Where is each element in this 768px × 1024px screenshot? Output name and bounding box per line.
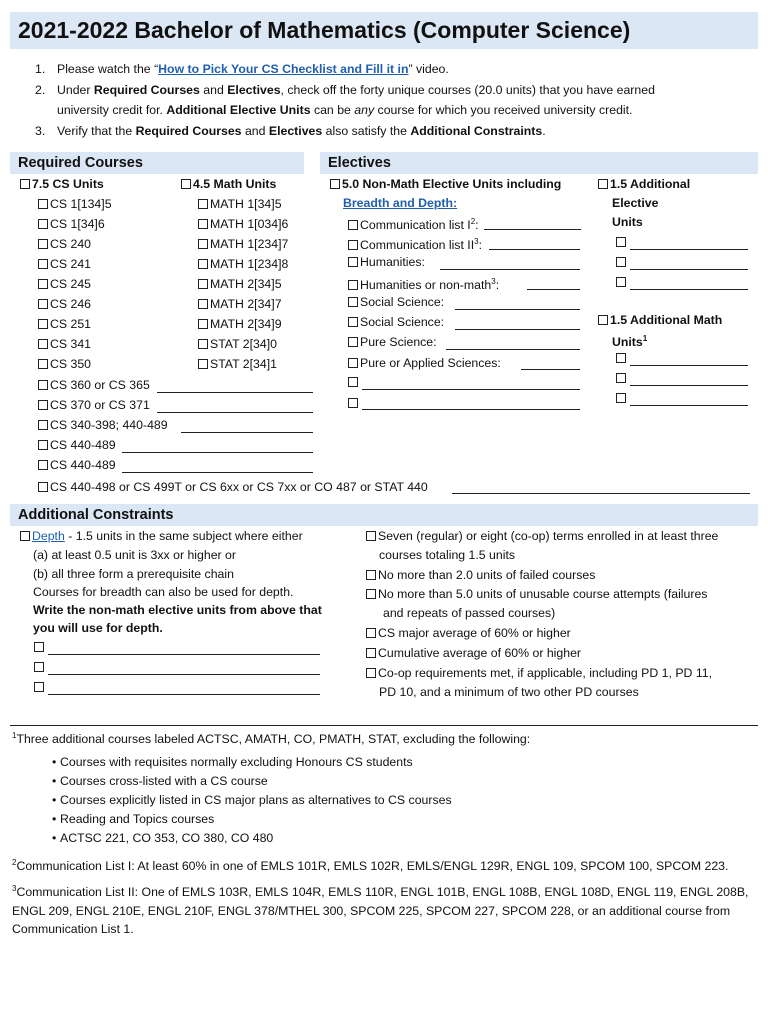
cs-choice-item[interactable] [38, 397, 150, 414]
instruction-text: Verify that the [57, 123, 136, 138]
footnote-text: Communication List II: One of EMLS 103R, EMLS 104R, EMLS 110R, ENGL 101B, ENGL 108B, ENGL 108D, ENGL 119, ENGL 208B, ENGL 209, ENGL 210E, ENGL 210F, ENGL 378/MTHEL 300, SPCOM 225, SPCOM 227, SPCOM 228, or an additional course from Communication List 1. [12, 885, 749, 936]
checkbox[interactable] [198, 299, 208, 309]
fill-in-line[interactable] [181, 432, 313, 433]
additional-constraints-heading [10, 504, 758, 526]
nonmath-units-checkbox-row[interactable] [330, 176, 561, 193]
depth-course-item[interactable] [34, 679, 46, 696]
course-label: CS 246 [50, 297, 92, 311]
elective-item[interactable] [348, 214, 479, 231]
checkbox[interactable] [34, 682, 44, 692]
constraint-text: and repeats of passed courses) [383, 606, 556, 620]
footnote-marker: 2 [470, 217, 476, 226]
checkbox[interactable] [38, 259, 48, 269]
elective-colon: : [478, 238, 482, 252]
instruction-text: Please watch the “ [57, 62, 159, 76]
math-course-item[interactable] [198, 216, 288, 233]
cs-choice-item[interactable] [38, 479, 428, 496]
fill-in-line[interactable] [630, 365, 748, 366]
course-label: MATH 1[34]5 [210, 197, 282, 211]
additional-elective-item[interactable] [616, 234, 628, 251]
constraint-item[interactable] [366, 625, 571, 642]
course-label: CS 245 [50, 277, 92, 291]
course-label: CS 240 [50, 237, 92, 251]
cs-course-item[interactable] [38, 336, 91, 353]
checkbox[interactable] [181, 179, 191, 189]
checkbox[interactable] [348, 257, 358, 267]
required-courses-heading [10, 152, 304, 174]
instruction-text: can be [310, 103, 355, 117]
course-label: CS 440-489 [50, 458, 116, 472]
additional-math-checkbox-row[interactable] [598, 312, 722, 329]
fill-in-line[interactable] [157, 392, 313, 393]
checkbox[interactable] [198, 279, 208, 289]
instruction-bold: Required Courses [93, 82, 200, 97]
footnote-marker: 3 [12, 884, 17, 893]
depth-checkbox-row[interactable] [20, 528, 303, 545]
cs-choice-item[interactable] [38, 437, 116, 454]
instruction-text: university credit for. [57, 103, 167, 117]
additional-math-title-line2 [612, 331, 647, 348]
math-course-item[interactable] [198, 256, 288, 273]
checkbox[interactable] [348, 220, 358, 230]
elective-item[interactable] [348, 254, 425, 271]
course-label: CS 241 [50, 257, 92, 271]
math-course-item[interactable] [198, 276, 282, 293]
math-course-item[interactable] [198, 356, 277, 373]
constraint-text: courses totaling 1.5 units [379, 548, 516, 562]
constraint-item[interactable] [366, 586, 707, 603]
fill-in-line[interactable] [630, 269, 748, 270]
course-label: CS 251 [50, 317, 92, 331]
cs-units-checkbox-row[interactable] [20, 176, 104, 193]
elective-label: Humanities or non-math [360, 278, 492, 292]
fill-in-line[interactable] [489, 249, 580, 250]
footnote-marker: 1 [642, 334, 648, 343]
elective-label: Pure or Applied Sciences: [360, 356, 501, 370]
additional-math-title: 1.5 Additional Math [610, 313, 723, 327]
instruction-bold: Electives [268, 123, 323, 138]
instruction-text: and [199, 82, 228, 97]
checkbox[interactable] [38, 279, 48, 289]
checkbox[interactable] [198, 319, 208, 329]
constraint-text: (b) all three form a prerequisite chain [33, 567, 234, 581]
instruction-text: ” video. [408, 62, 449, 76]
course-label: CS 350 [50, 357, 92, 371]
cs-choice-item[interactable] [38, 377, 150, 394]
constraint-text: Courses for breadth can also be used for depth. [33, 585, 294, 599]
footnote-marker: 2 [12, 858, 17, 867]
electives-heading [320, 152, 758, 174]
section-heading-text: Electives [328, 155, 391, 171]
checkbox[interactable] [366, 668, 376, 678]
checkbox[interactable] [348, 240, 358, 250]
fill-in-line[interactable] [521, 369, 580, 370]
cs-course-item[interactable] [38, 236, 91, 253]
fill-in-line[interactable] [630, 249, 748, 250]
math-course-item[interactable] [198, 296, 282, 313]
checkbox[interactable] [198, 339, 208, 349]
cs-course-item[interactable] [38, 256, 91, 273]
checkbox[interactable] [616, 353, 626, 363]
course-label: CS 341 [50, 337, 92, 351]
fill-in-line[interactable] [630, 385, 748, 386]
elective-label: Social Science: [360, 295, 445, 309]
fill-in-line[interactable] [48, 654, 320, 655]
checkbox[interactable] [598, 179, 608, 189]
depth-course-item[interactable] [34, 639, 46, 656]
elective-item[interactable] [348, 314, 444, 331]
elective-item[interactable] [348, 234, 482, 251]
additional-elective-item[interactable] [616, 274, 628, 291]
instruction-text: , check off the forty unique courses (20.0 units) that you have earned [280, 82, 655, 97]
cs-choice-item[interactable] [38, 417, 168, 434]
instruction-bold: Additional Elective Units [166, 103, 311, 117]
checkbox[interactable] [348, 337, 358, 347]
divider [10, 725, 758, 726]
footnote-bullet: • Courses explicitly listed in CS major plans as alternatives to CS courses [60, 791, 452, 809]
instruction-1 [35, 59, 750, 80]
constraint-item[interactable] [366, 528, 718, 545]
fill-in-line[interactable] [122, 472, 313, 473]
checkbox[interactable] [38, 359, 48, 369]
checkbox[interactable] [20, 179, 30, 189]
cs-course-item[interactable] [38, 296, 91, 313]
fill-in-line[interactable] [527, 289, 580, 290]
instruction-bold: Additional Constraints [410, 123, 543, 138]
footnote-marker: 3 [491, 277, 496, 286]
section-heading-text: Additional Constraints [18, 507, 174, 523]
math-course-item[interactable] [198, 236, 288, 253]
fill-in-line[interactable] [48, 694, 320, 695]
fill-in-line[interactable] [157, 412, 313, 413]
cs-course-item[interactable] [38, 316, 91, 333]
checkbox[interactable] [348, 358, 358, 368]
instruction-text: Under [57, 82, 94, 97]
depth-course-item[interactable] [34, 659, 46, 676]
constraint-item[interactable] [366, 567, 595, 584]
course-label: STAT 2[34]0 [210, 337, 277, 351]
page-title [10, 12, 758, 49]
footnote-marker: 1 [12, 731, 17, 740]
course-label: CS 440-498 or CS 499T or CS 6xx or CS 7xx or CO 487 or STAT 440 [50, 480, 428, 494]
instruction-2 [35, 80, 750, 121]
footnote-bullet: • Reading and Topics courses [60, 810, 214, 828]
constraint-item[interactable] [366, 645, 581, 662]
course-label: MATH 2[34]9 [210, 317, 282, 331]
elective-item[interactable] [348, 355, 501, 372]
checkbox[interactable] [38, 239, 48, 249]
elective-label: Humanities: [360, 255, 425, 269]
course-label: MATH 2[34]5 [210, 277, 282, 291]
footnote-1 [12, 727, 757, 749]
constraint-text: - 1.5 units in the same subject where either [64, 529, 303, 543]
footnote-bullet: • Courses cross-listed with a CS course [60, 772, 268, 790]
footnote-text: Communication List I: At least 60% in one of EMLS 101R, EMLS 102R, EMLS/ENGL 129R, ENGL 109, SPCOM 100, SPCOM 223. [16, 859, 729, 873]
instruction-number: 1. [35, 62, 46, 76]
footnote-2 [12, 854, 757, 876]
fill-in-line[interactable] [630, 405, 748, 406]
checkbox[interactable] [366, 589, 376, 599]
additional-elective-checkbox-row[interactable] [598, 176, 690, 193]
course-label: MATH 1[234]7 [210, 237, 289, 251]
elective-blank-item[interactable] [348, 395, 360, 412]
footnote-marker: 3 [474, 237, 479, 246]
checkbox[interactable] [348, 317, 358, 327]
video-link[interactable]: How to Pick Your CS Checklist and Fill it in [158, 62, 409, 76]
checkbox[interactable] [348, 280, 358, 290]
checkbox[interactable] [616, 257, 626, 267]
checkbox[interactable] [198, 199, 208, 209]
checkbox[interactable] [616, 393, 626, 403]
constraint-bold-text: you will use for depth. [33, 621, 163, 635]
instruction-bold: Required Courses [135, 123, 242, 138]
constraint-text: CS major average of 60% or higher [378, 626, 571, 640]
elective-blank-item[interactable] [348, 374, 360, 391]
checkbox[interactable] [616, 373, 626, 383]
instruction-text: . [542, 123, 546, 138]
instruction-bold: Electives [227, 82, 281, 97]
cs-course-item[interactable] [38, 196, 112, 213]
additional-elective-title: 1.5 Additional [610, 177, 691, 191]
checkbox[interactable] [366, 628, 376, 638]
footnote-3 [12, 880, 757, 939]
checkbox[interactable] [348, 297, 358, 307]
checkbox[interactable] [598, 315, 608, 325]
fill-in-line[interactable] [440, 269, 580, 270]
footnote-bullet: • Courses with requisites normally excluding Honours CS students [60, 753, 413, 771]
course-label: STAT 2[34]1 [210, 357, 277, 371]
checkbox[interactable] [38, 440, 48, 450]
elective-item[interactable] [348, 294, 444, 311]
instruction-3 [35, 121, 750, 142]
checkbox[interactable] [366, 531, 376, 541]
depth-link[interactable]: Depth [32, 529, 65, 543]
checkbox[interactable] [38, 299, 48, 309]
course-label: CS 1[34]6 [50, 217, 105, 231]
additional-elective-title: Elective [612, 196, 659, 210]
instruction-text: also satisfy the [322, 123, 411, 138]
course-label: CS 440-489 [50, 438, 116, 452]
footnote-text: Three additional courses labeled ACTSC, AMATH, CO, PMATH, STAT, excluding the following: [16, 732, 531, 746]
instruction-text: course for which you received university credit. [374, 103, 633, 117]
checkbox[interactable] [348, 377, 358, 387]
course-label: MATH 1[234]8 [210, 257, 289, 271]
checkbox[interactable] [34, 642, 44, 652]
checkbox[interactable] [38, 219, 48, 229]
fill-in-line[interactable] [452, 493, 750, 494]
checkbox[interactable] [616, 237, 626, 247]
math-units-title: 4.5 Math Units [193, 177, 277, 191]
additional-math-item[interactable] [616, 350, 628, 367]
additional-math-item[interactable] [616, 390, 628, 407]
instruction-emphasis: any [354, 103, 375, 117]
checkbox[interactable] [330, 179, 340, 189]
additional-elective-title: Units [612, 215, 643, 229]
nonmath-units-title: 5.0 Non-Math Elective Units including [342, 177, 562, 191]
checkbox[interactable] [38, 400, 48, 410]
cs-course-item[interactable] [38, 356, 91, 373]
checkbox[interactable] [366, 570, 376, 580]
course-label: CS 370 or CS 371 [50, 398, 150, 412]
math-units-checkbox-row[interactable] [181, 176, 276, 193]
section-heading-text: Required Courses [18, 155, 143, 171]
checkbox[interactable] [198, 239, 208, 249]
constraint-item[interactable] [366, 665, 712, 682]
elective-label: Communication list II [360, 238, 475, 252]
checkbox[interactable] [38, 319, 48, 329]
fill-in-line[interactable] [484, 229, 581, 230]
elective-item[interactable] [348, 274, 499, 291]
page-title-text: 2021-2022 Bachelor of Mathematics (Computer Science) [18, 17, 631, 43]
checkbox[interactable] [34, 662, 44, 672]
checkbox[interactable] [348, 398, 358, 408]
course-label: CS 360 or CS 365 [50, 378, 150, 392]
constraint-text: Co-op requirements met, if applicable, including PD 1, PD 11, [378, 666, 713, 680]
constraint-text: (a) at least 0.5 unit is 3xx or higher or [33, 548, 236, 562]
checkbox[interactable] [38, 482, 48, 492]
constraint-text: Seven (regular) or eight (co-op) terms enrolled in at least three [378, 529, 719, 543]
elective-label: Pure Science: [360, 335, 437, 349]
course-label: MATH 2[34]7 [210, 297, 282, 311]
constraint-text: Cumulative average of 60% or higher [378, 646, 582, 660]
course-label: CS 1[134]5 [50, 197, 112, 211]
constraint-text: PD 10, and a minimum of two other PD courses [379, 685, 639, 699]
checkbox[interactable] [38, 420, 48, 430]
checkbox[interactable] [198, 359, 208, 369]
fill-in-line[interactable] [362, 389, 580, 390]
fill-in-line[interactable] [455, 329, 580, 330]
constraint-text: No more than 2.0 units of failed courses [378, 568, 596, 582]
instruction-number: 2. [35, 82, 46, 97]
constraint-text: No more than 5.0 units of unusable course attempts (failures [378, 587, 708, 601]
math-course-item[interactable] [198, 196, 282, 213]
course-label: MATH 1[034]6 [210, 217, 289, 231]
elective-label: Social Science: [360, 315, 445, 329]
checkbox[interactable] [616, 277, 626, 287]
constraint-bold-text: Write the non-math elective units from above that [33, 603, 322, 617]
checkbox[interactable] [366, 648, 376, 658]
checkbox[interactable] [38, 199, 48, 209]
additional-elective-item[interactable] [616, 254, 628, 271]
additional-math-item[interactable] [616, 370, 628, 387]
cs-course-item[interactable] [38, 216, 105, 233]
math-course-item[interactable] [198, 316, 282, 333]
course-label: CS 340-398; 440-489 [50, 418, 168, 432]
fill-in-line[interactable] [122, 452, 313, 453]
footnote-bullet: • ACTSC 221, CO 353, CO 380, CO 480 [60, 829, 273, 847]
fill-in-line[interactable] [362, 409, 580, 410]
checkbox[interactable] [198, 219, 208, 229]
elective-colon: : [495, 278, 500, 292]
cs-choice-item[interactable] [38, 457, 116, 474]
fill-in-line[interactable] [630, 289, 748, 290]
checkbox[interactable] [38, 380, 48, 390]
elective-label: Communication list I [360, 218, 471, 232]
breadth-depth-link[interactable]: Breadth and Depth: [343, 196, 458, 210]
elective-item[interactable] [348, 334, 437, 351]
instruction-number: 3. [35, 123, 46, 138]
cs-units-title: 7.5 CS Units [32, 177, 104, 191]
instruction-text: and [241, 123, 269, 138]
fill-in-line[interactable] [455, 309, 580, 310]
checkbox[interactable] [198, 259, 208, 269]
elective-colon: : [475, 218, 479, 232]
additional-math-title: Units [612, 335, 643, 349]
checkbox[interactable] [20, 531, 30, 541]
checkbox[interactable] [38, 339, 48, 349]
checkbox[interactable] [38, 460, 48, 470]
fill-in-line[interactable] [446, 349, 580, 350]
fill-in-line[interactable] [48, 674, 320, 675]
math-course-item[interactable] [198, 336, 277, 353]
cs-course-item[interactable] [38, 276, 91, 293]
